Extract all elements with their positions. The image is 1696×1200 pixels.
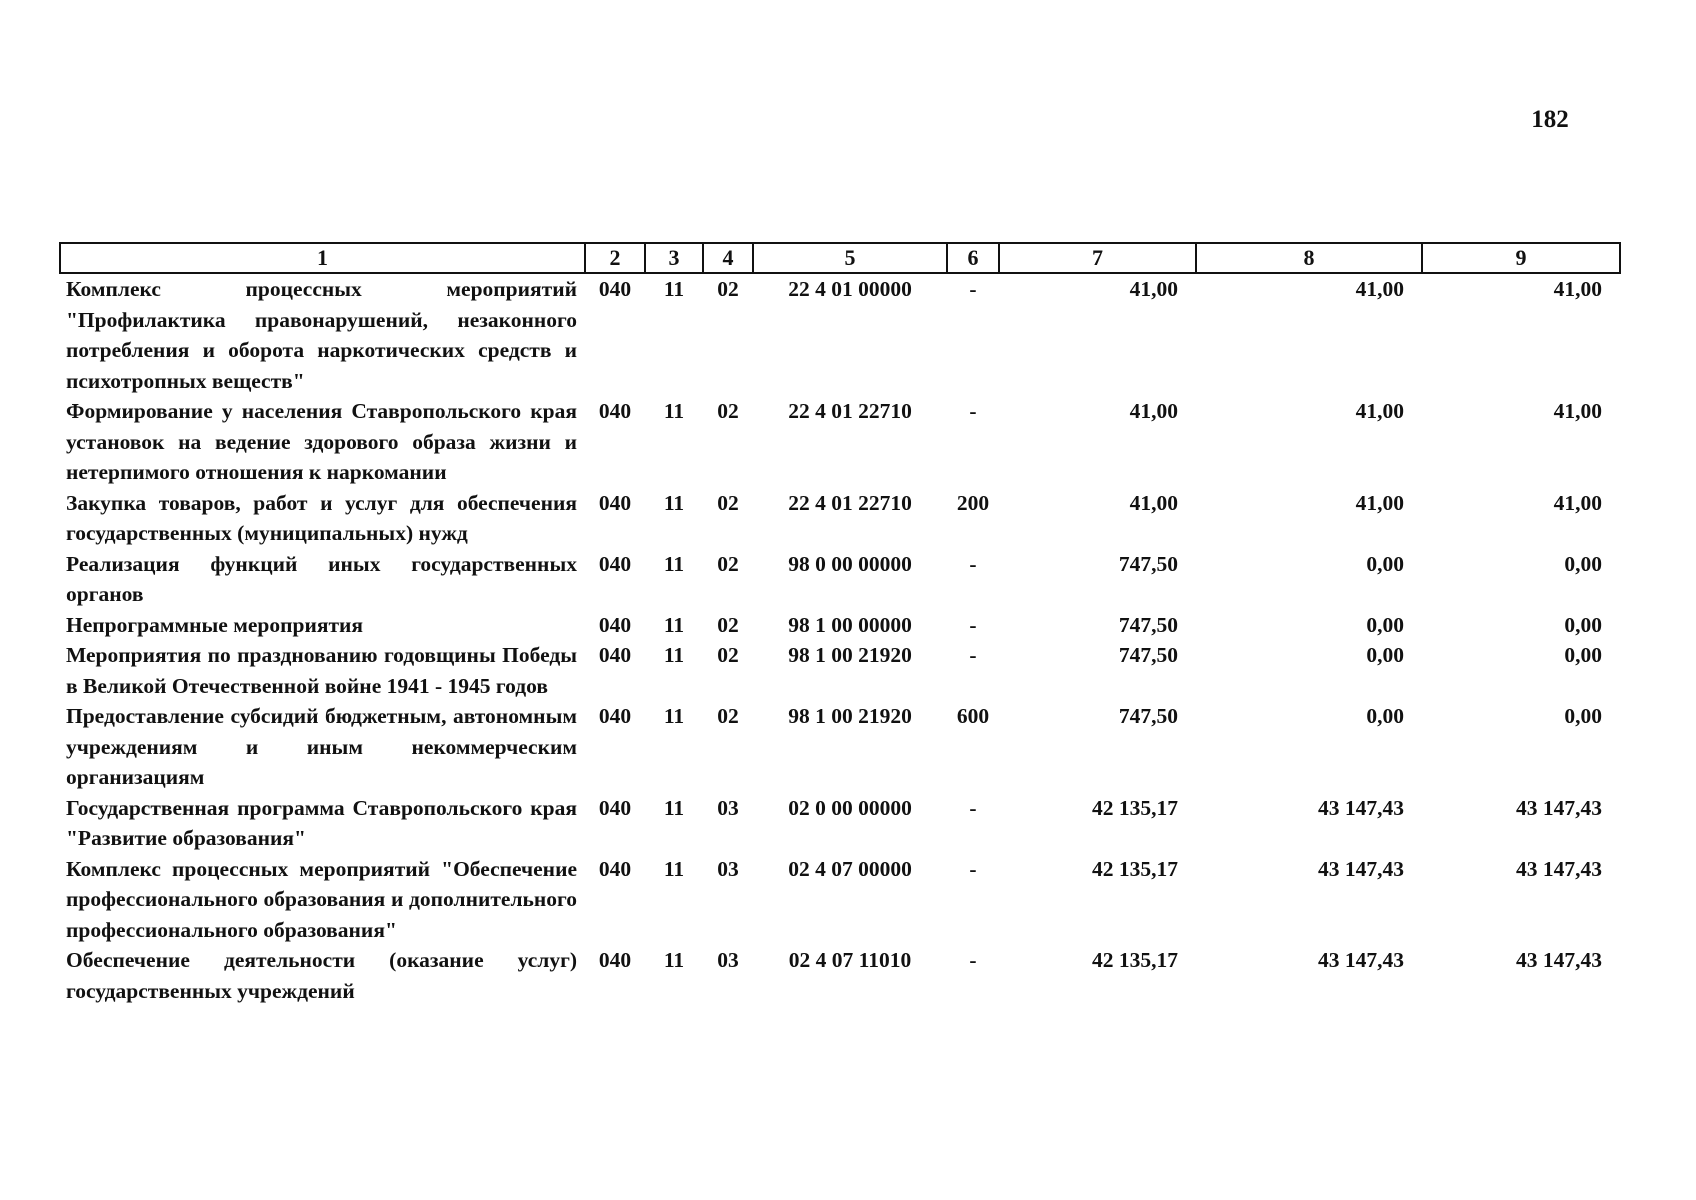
- table-row: [60, 610, 1620, 641]
- row-description: Государственная программа Ставропольского края "Развитие образования": [66, 795, 577, 850]
- row-ministry-code: 040: [598, 643, 632, 667]
- row-section-code: 11: [663, 643, 685, 667]
- row-section-code: 11: [663, 856, 685, 881]
- row-description: Непрограммные мероприятия: [66, 612, 364, 637]
- row-amount-col7: 747,50: [1118, 551, 1178, 576]
- row-ministry-code: 040: [598, 856, 632, 881]
- row-expense-type: -: [969, 948, 977, 972]
- row-target-code: 02 0 00 00000: [788, 795, 912, 820]
- row-ministry-code: 040: [598, 948, 632, 972]
- row-section-code: 11: [663, 551, 685, 576]
- row-amount-col9: 0,00: [1564, 643, 1602, 667]
- table-row: [60, 549, 1620, 610]
- row-amount-col7: 42 135,17: [1092, 795, 1178, 820]
- row-target-code: 98 1 00 21920: [788, 704, 912, 728]
- row-amount-col7: 747,50: [1118, 704, 1178, 728]
- row-section-code: 11: [663, 277, 685, 301]
- table-row: [60, 854, 1620, 946]
- row-amount-col9: 0,00: [1564, 612, 1602, 637]
- row-description: Формирование у населения Ставропольского края установок на ведение здорового образа жизни и нетерпимого отношения к наркомании: [66, 399, 577, 484]
- row-target-code: 22 4 01 22710: [788, 490, 912, 515]
- row-section-code: 11: [663, 948, 685, 972]
- row-amount-col8: 43 147,43: [1318, 856, 1404, 881]
- table-row: [60, 273, 1620, 396]
- row-section-code: 11: [663, 399, 685, 423]
- row-amount-col9: 0,00: [1564, 551, 1602, 576]
- row-amount-col8: 41,00: [1355, 277, 1404, 301]
- row-ministry-code: 040: [598, 704, 632, 728]
- row-target-code: 02 4 07 00000: [788, 856, 912, 881]
- row-description: Мероприятия по празднованию годовщины Победы в Великой Отечественной войне 1941 - 1945 годов: [66, 643, 577, 698]
- header-col-6: 6: [947, 243, 999, 273]
- header-col-8: 8: [1196, 243, 1422, 273]
- table-row: [60, 793, 1620, 854]
- row-description: Комплекс процессных мероприятий "Профилактика правонарушений, незаконного потребления и оборота наркотических средств и психотропных веществ": [66, 277, 577, 393]
- row-section-code: 11: [663, 795, 685, 820]
- table-row: [60, 640, 1620, 701]
- row-expense-type: -: [969, 399, 977, 423]
- row-amount-col7: 747,50: [1118, 643, 1178, 667]
- row-expense-type: -: [969, 612, 977, 637]
- row-amount-col9: 0,00: [1564, 704, 1602, 728]
- row-target-code: 22 4 01 00000: [788, 277, 912, 301]
- row-amount-col7: 42 135,17: [1092, 948, 1178, 972]
- header-col-5: 5: [753, 243, 947, 273]
- row-ministry-code: 040: [598, 399, 632, 423]
- row-ministry-code: 040: [598, 612, 632, 637]
- row-amount-col8: 43 147,43: [1318, 795, 1404, 820]
- row-subsection-code: 02: [717, 643, 739, 667]
- row-subsection-code: 02: [717, 704, 739, 728]
- row-subsection-code: 02: [717, 277, 739, 301]
- row-target-code: 98 1 00 00000: [788, 612, 912, 637]
- row-amount-col7: 747,50: [1118, 612, 1178, 637]
- row-ministry-code: 040: [598, 277, 632, 301]
- header-row: [60, 243, 1620, 273]
- row-amount-col8: 41,00: [1355, 490, 1404, 515]
- header-col-1: 1: [60, 243, 585, 273]
- row-subsection-code: 03: [717, 856, 739, 881]
- row-amount-col7: 41,00: [1129, 490, 1178, 515]
- table-row: [60, 701, 1620, 793]
- row-expense-type: 200: [956, 490, 990, 515]
- row-expense-type: -: [969, 277, 977, 301]
- row-target-code: 98 1 00 21920: [788, 643, 912, 667]
- row-amount-col8: 41,00: [1355, 399, 1404, 423]
- row-expense-type: -: [969, 795, 977, 820]
- header-col-4: 4: [703, 243, 753, 273]
- row-amount-col9: 41,00: [1553, 399, 1602, 423]
- budget-table: [59, 242, 1621, 1010]
- row-ministry-code: 040: [598, 795, 632, 820]
- row-description: Комплекс процессных мероприятий "Обеспечение профессионального образования и дополнительного профессионального образования": [66, 856, 577, 942]
- row-amount-col7: 41,00: [1129, 399, 1178, 423]
- row-description: Обеспечение деятельности (оказание услуг) государственных учреждений: [66, 948, 577, 1003]
- row-subsection-code: 02: [717, 551, 739, 576]
- row-subsection-code: 03: [717, 795, 739, 820]
- row-amount-col8: 0,00: [1366, 643, 1404, 667]
- row-expense-type: -: [969, 856, 977, 881]
- row-amount-col8: 43 147,43: [1318, 948, 1404, 972]
- header-col-2: 2: [585, 243, 645, 273]
- row-target-code: 02 4 07 11010: [788, 948, 912, 972]
- row-target-code: 98 0 00 00000: [788, 551, 912, 576]
- row-amount-col7: 42 135,17: [1092, 856, 1178, 881]
- row-amount-col9: 43 147,43: [1516, 948, 1602, 972]
- table-row: [60, 488, 1620, 549]
- row-expense-type: 600: [956, 704, 990, 728]
- row-subsection-code: 03: [717, 948, 739, 972]
- header-col-7: 7: [999, 243, 1196, 273]
- row-subsection-code: 02: [717, 490, 739, 515]
- row-section-code: 11: [663, 704, 685, 728]
- row-amount-col8: 0,00: [1366, 704, 1404, 728]
- row-amount-col9: 41,00: [1553, 277, 1602, 301]
- row-target-code: 22 4 01 22710: [788, 399, 912, 423]
- row-description: Предоставление субсидий бюджетным, автономным учреждениям и иным некоммерческим организациям: [66, 704, 577, 789]
- row-amount-col8: 0,00: [1366, 551, 1404, 576]
- header-col-3: 3: [645, 243, 703, 273]
- row-ministry-code: 040: [598, 490, 632, 515]
- row-description: Закупка товаров, работ и услуг для обеспечения государственных (муниципальных) нужд: [66, 490, 577, 545]
- row-section-code: 11: [663, 612, 685, 637]
- page-number: 182: [1531, 106, 1569, 133]
- table-row: [60, 396, 1620, 488]
- header-col-9: 9: [1422, 243, 1620, 273]
- row-amount-col7: 41,00: [1129, 277, 1178, 301]
- row-expense-type: -: [969, 551, 977, 576]
- row-amount-col8: 0,00: [1366, 612, 1404, 637]
- row-expense-type: -: [969, 643, 977, 667]
- row-amount-col9: 41,00: [1553, 490, 1602, 515]
- row-amount-col9: 43 147,43: [1516, 856, 1602, 881]
- table-row: [60, 945, 1620, 1010]
- row-subsection-code: 02: [717, 612, 739, 637]
- row-ministry-code: 040: [598, 551, 632, 576]
- row-amount-col9: 43 147,43: [1516, 795, 1602, 820]
- row-section-code: 11: [663, 490, 685, 515]
- row-subsection-code: 02: [717, 399, 739, 423]
- row-description: Реализация функций иных государственных органов: [66, 551, 577, 606]
